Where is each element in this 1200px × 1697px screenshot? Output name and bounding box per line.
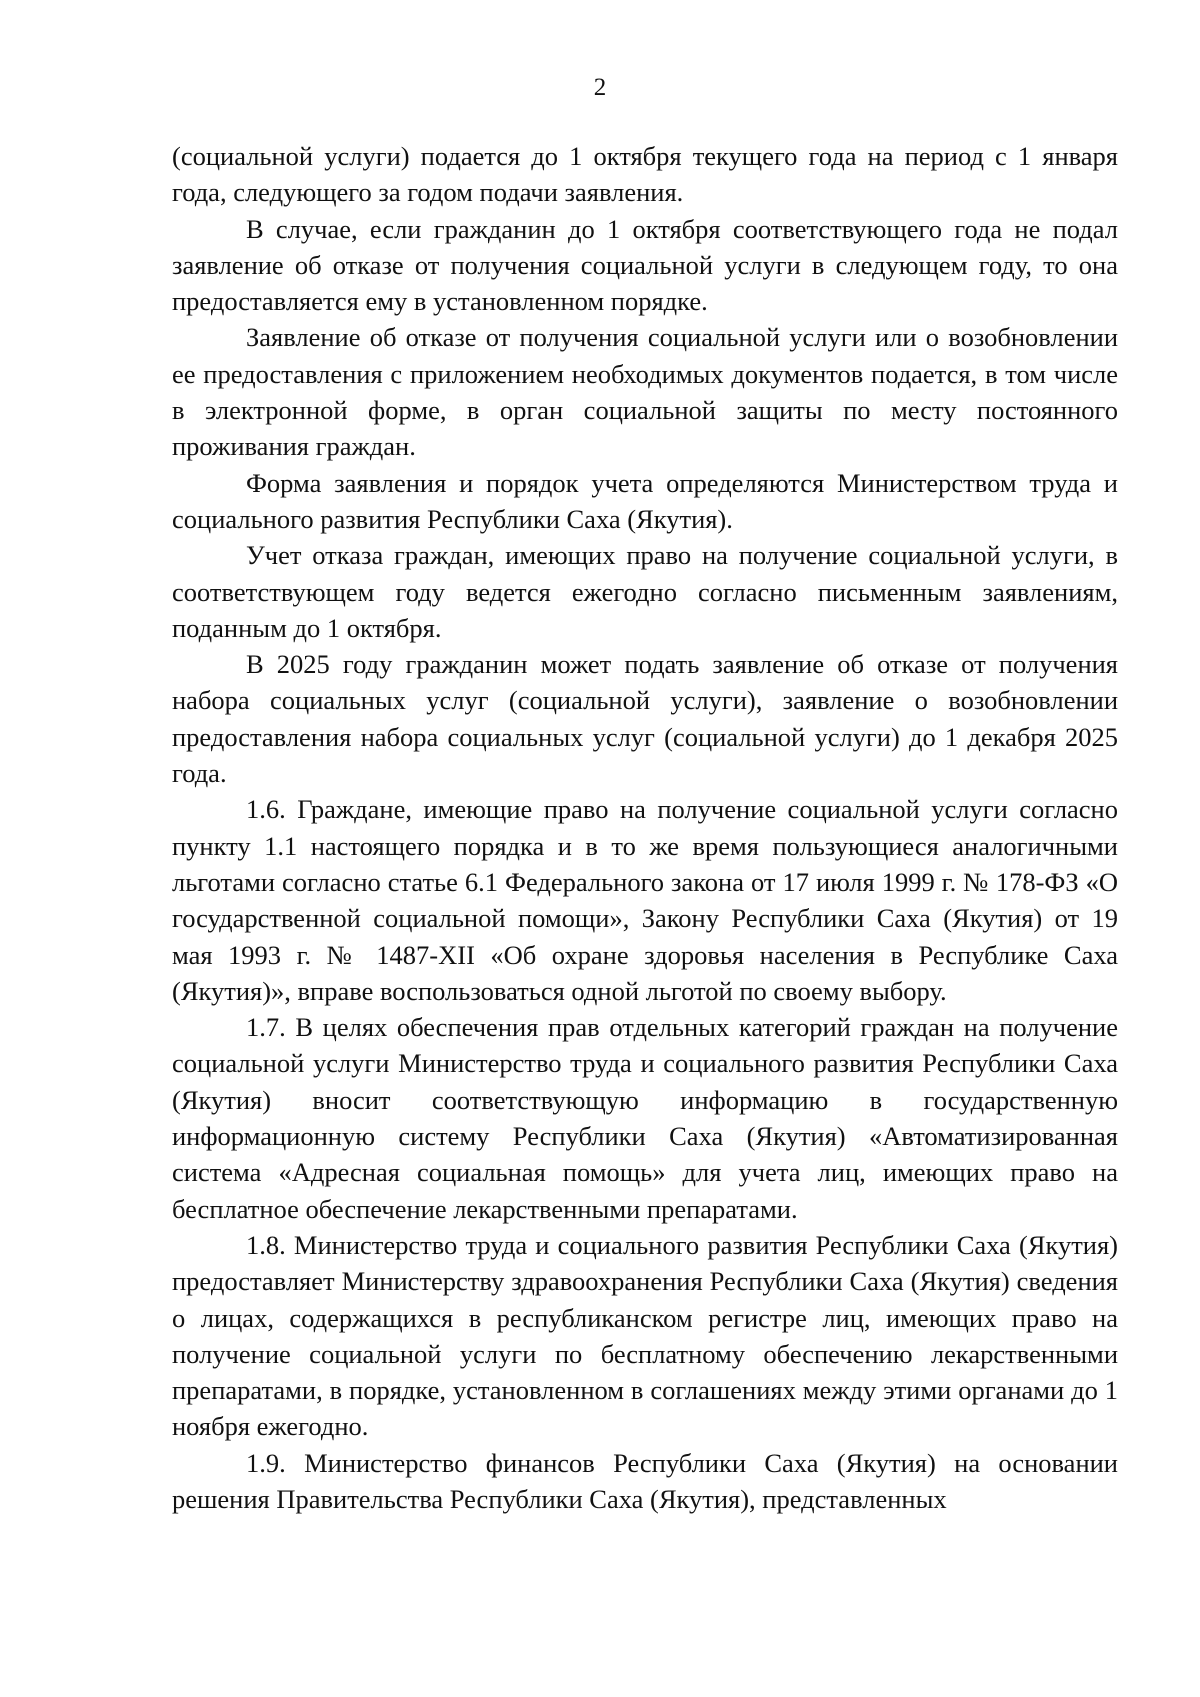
paragraph-1-6: 1.6. Граждане, имеющие право на получение социальной услуги согласно пункту 1.1 настоящего порядка и в то же время пользующиеся аналогичными льготами согласно статье 6.1 Федерального закона от 17 июля 1999 г. № 178-ФЗ «О государственной социальной помощи», Закону Республики Саха (Якутия) от 19 мая 1993 г. № 1487-XII «Об охране здоровья населения в Республике Саха (Якутия)», вправе воспользоваться одной льготой по своему выбору. <box>172 794 1118 1006</box>
paragraph-1-9: 1.9. Министерство финансов Республики Саха (Якутия) на основании решения Правительства Республики Саха (Якутия), представленных <box>172 1447 1118 1514</box>
paragraph-1-8: 1.8. Министерство труда и социального развития Республики Саха (Якутия) предоставляет Министерству здравоохранения Республики Саха (Якутия) сведения о лицах, содержащихся в республиканском регистре лиц, имеющих право на получение социальной услуги по бесплатному обеспечению лекарственными препаратами, в порядке, установленном в соглашениях между этими органами до 1 ноября ежегодно. <box>172 1229 1118 1442</box>
document-body <box>172 138 1118 1517</box>
paragraph-1-7: 1.7. В целях обеспечения прав отдельных категорий граждан на получение социальной услуги Министерство труда и социального развития Республики Саха (Якутия) вносит соответствующую информацию в государственную информационную систему Республики Саха (Якутия) «Автоматизированная система «Адресная социальная помощь» для учета лиц, имеющих право на бесплатное обеспечение лекарственными препаратами. <box>172 1012 1118 1224</box>
paragraph-continuation: (социальной услуги) подается до 1 октября текущего года на период с 1 января года, следующего за годом подачи заявления. <box>172 141 1118 208</box>
paragraph-refusal-deadline: В случае, если гражданин до 1 октября соответствующего года не подал заявление об отказе от получения социальной услуги в следующем году, то она предоставляется ему в установленном порядке. <box>172 213 1118 317</box>
paragraph-application-submission: Заявление об отказе от получения социальной услуги или о возобновлении ее предоставления с приложением необходимых документов подается, в том числе в электронной форме, в орган социальной защиты по месту постоянного проживания граждан. <box>172 322 1118 462</box>
page-number: 2 <box>593 74 607 101</box>
paragraph-refusal-accounting: Учет отказа граждан, имеющих право на получение социальной услуги, в соответствующем году ведется ежегодно согласно письменным заявлениям, поданным до 1 октября. <box>172 540 1118 643</box>
paragraph-application-form: Форма заявления и порядок учета определяются Министерством труда и социального развития Республики Саха (Якутия). <box>172 467 1118 534</box>
paragraph-2025-rule: В 2025 году гражданин может подать заявление об отказе от получения набора социальных услуг (социальной услуги), заявление о возобновлении предоставления набора социальных услуг (социальной услуги) до 1 декабря 2025 года. <box>172 649 1118 789</box>
